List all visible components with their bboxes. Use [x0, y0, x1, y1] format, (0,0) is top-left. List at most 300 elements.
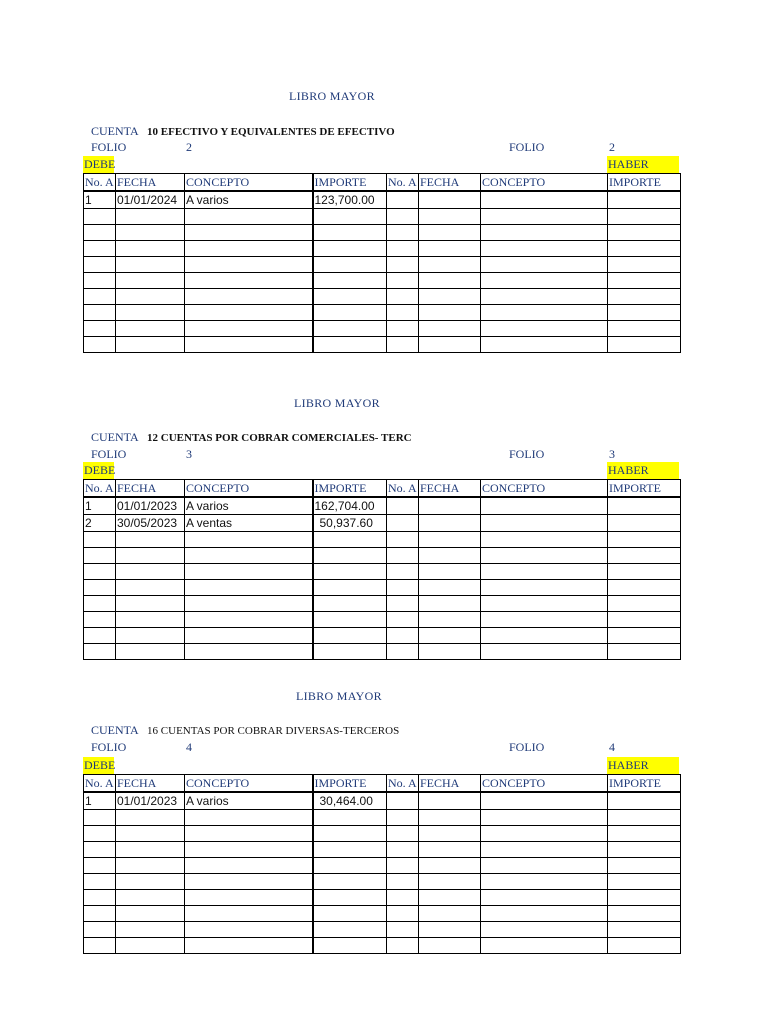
column-header: CONCEPTO — [185, 775, 313, 793]
column-header: FECHA — [116, 174, 185, 192]
table-cell: 30,464.00 — [313, 792, 387, 810]
table-cell — [481, 826, 608, 842]
table-cell — [185, 644, 313, 660]
table-cell — [84, 906, 116, 922]
table-row — [84, 938, 681, 954]
table-cell: 01/01/2024 — [116, 191, 185, 209]
table-cell — [84, 580, 116, 596]
table-cell — [313, 305, 387, 321]
table-cell — [608, 826, 681, 842]
table-cell — [116, 906, 185, 922]
column-header: FECHA — [116, 775, 185, 793]
table-cell — [116, 225, 185, 241]
table-cell — [84, 596, 116, 612]
table-cell — [387, 792, 419, 810]
table-cell — [419, 792, 481, 810]
column-header: No. A — [388, 481, 417, 495]
table-cell: 01/01/2023 — [116, 497, 185, 515]
account-row — [91, 124, 395, 139]
table-row — [84, 305, 681, 321]
table-cell — [419, 241, 481, 257]
table-cell — [419, 321, 481, 337]
table-cell — [185, 225, 313, 241]
table-cell — [313, 209, 387, 225]
debe-haber-band — [83, 462, 679, 479]
account-name: 12 CUENTAS POR COBRAR COMERCIALES- TERC — [147, 432, 412, 444]
table-cell — [419, 810, 481, 826]
table-cell — [116, 826, 185, 842]
table-cell — [419, 858, 481, 874]
table-cell — [116, 548, 185, 564]
table-cell — [608, 644, 681, 660]
account-name: 16 CUENTAS POR COBRAR DIVERSAS-TERCEROS — [147, 725, 400, 737]
table-cell — [313, 321, 387, 337]
folio-value-right: 3 — [609, 447, 615, 461]
table-cell — [185, 628, 313, 644]
table-cell — [387, 826, 419, 842]
table-cell — [387, 497, 419, 515]
table-cell — [84, 644, 116, 660]
table-cell — [84, 628, 116, 644]
table-cell — [185, 612, 313, 628]
cuenta-label: CUENTA — [91, 723, 139, 737]
table-cell — [419, 612, 481, 628]
table-row — [84, 532, 681, 548]
column-header: IMPORTE — [608, 174, 681, 192]
table-cell — [481, 612, 608, 628]
table-cell — [387, 858, 419, 874]
table-row — [84, 321, 681, 337]
column-header: IMPORTE — [608, 480, 681, 498]
table-row — [84, 890, 681, 906]
table-cell — [313, 548, 387, 564]
folio-label-right: FOLIO — [509, 740, 545, 754]
column-header: IMPORTE — [313, 775, 387, 793]
table-row — [84, 792, 681, 810]
table-cell — [116, 273, 185, 289]
table-cell — [387, 515, 419, 532]
table-cell — [185, 810, 313, 826]
table-cell — [116, 612, 185, 628]
table-cell — [481, 842, 608, 858]
table-cell — [608, 515, 681, 532]
table-cell — [313, 922, 387, 938]
table-row — [84, 810, 681, 826]
table-cell — [419, 938, 481, 954]
table-cell — [313, 858, 387, 874]
folio-value-left: 4 — [186, 740, 192, 754]
cuenta-label: CUENTA — [91, 124, 139, 138]
debe-haber-band — [83, 156, 679, 173]
table-cell — [481, 792, 608, 810]
table-cell — [116, 580, 185, 596]
table-cell — [608, 289, 681, 305]
table-cell — [608, 257, 681, 273]
table-cell: 1 — [84, 191, 116, 209]
table-cell — [481, 628, 608, 644]
table-cell — [481, 305, 608, 321]
table-cell: A varios — [185, 191, 313, 209]
table-cell — [387, 548, 419, 564]
table-cell — [185, 842, 313, 858]
table-cell — [313, 890, 387, 906]
table-cell: 123,700.00 — [313, 191, 387, 209]
table-cell — [419, 842, 481, 858]
table-cell — [116, 337, 185, 353]
table-cell — [387, 890, 419, 906]
table-cell — [84, 810, 116, 826]
table-cell: 2 — [84, 515, 116, 532]
table-cell — [481, 225, 608, 241]
ledger-table — [83, 479, 681, 660]
table-row — [84, 826, 681, 842]
debe-haber-band — [83, 757, 679, 774]
table-cell — [481, 564, 608, 580]
table-cell — [387, 874, 419, 890]
table-cell — [481, 596, 608, 612]
table-cell — [387, 628, 419, 644]
table-cell — [481, 938, 608, 954]
table-cell — [481, 874, 608, 890]
table-cell — [313, 289, 387, 305]
table-cell — [84, 257, 116, 273]
table-cell — [116, 938, 185, 954]
table-cell — [313, 273, 387, 289]
table-row — [84, 644, 681, 660]
table-cell — [481, 890, 608, 906]
table-cell — [387, 906, 419, 922]
table-cell — [387, 810, 419, 826]
table-cell — [185, 890, 313, 906]
table-cell — [84, 289, 116, 305]
table-cell — [313, 564, 387, 580]
table-cell — [608, 842, 681, 858]
table-cell — [185, 858, 313, 874]
table-row — [84, 257, 681, 273]
table-cell — [608, 596, 681, 612]
table-cell — [387, 644, 419, 660]
table-cell — [185, 209, 313, 225]
table-cell: 1 — [84, 792, 116, 810]
table-cell — [419, 580, 481, 596]
column-header: No. A — [85, 175, 114, 189]
debe-label: DEBE — [84, 758, 116, 772]
table-row — [84, 273, 681, 289]
table-cell — [84, 858, 116, 874]
table-cell — [84, 321, 116, 337]
table-cell — [481, 906, 608, 922]
table-cell — [185, 305, 313, 321]
table-cell — [481, 532, 608, 548]
folio-label-left: FOLIO — [91, 447, 127, 461]
table-row — [84, 842, 681, 858]
table-cell — [185, 532, 313, 548]
table-cell — [84, 548, 116, 564]
column-header: IMPORTE — [313, 174, 387, 192]
table-cell — [84, 938, 116, 954]
table-cell — [608, 792, 681, 810]
haber-label: HABER — [607, 462, 679, 479]
table-cell — [419, 826, 481, 842]
column-header: CONCEPTO — [481, 480, 608, 498]
account-row — [91, 723, 399, 738]
table-cell — [481, 273, 608, 289]
table-cell — [481, 289, 608, 305]
table-cell — [419, 191, 481, 209]
table-row — [84, 497, 681, 515]
table-row — [84, 225, 681, 241]
column-header: IMPORTE — [608, 775, 681, 793]
table-cell — [313, 337, 387, 353]
table-cell — [387, 922, 419, 938]
table-cell — [84, 922, 116, 938]
table-cell — [387, 564, 419, 580]
table-cell — [185, 257, 313, 273]
table-row — [84, 596, 681, 612]
table-cell — [608, 337, 681, 353]
table-cell — [481, 209, 608, 225]
table-cell — [608, 874, 681, 890]
column-header: FECHA — [419, 775, 481, 793]
folio-row — [91, 447, 679, 463]
table-cell — [387, 321, 419, 337]
table-cell — [116, 922, 185, 938]
table-cell — [116, 644, 185, 660]
column-header: No. A — [388, 175, 417, 189]
table-cell — [313, 842, 387, 858]
table-cell — [608, 858, 681, 874]
table-cell: 30/05/2023 — [116, 515, 185, 532]
folio-label-right: FOLIO — [509, 140, 545, 154]
folio-value-right: 2 — [609, 140, 615, 154]
table-cell — [84, 890, 116, 906]
table-cell — [608, 548, 681, 564]
table-cell — [313, 874, 387, 890]
table-row — [84, 612, 681, 628]
table-header-row — [84, 174, 681, 192]
table-cell — [84, 241, 116, 257]
column-header: IMPORTE — [313, 480, 387, 498]
table-cell — [185, 564, 313, 580]
table-cell — [185, 321, 313, 337]
table-cell — [185, 273, 313, 289]
table-cell — [419, 257, 481, 273]
table-row — [84, 906, 681, 922]
table-cell — [387, 305, 419, 321]
table-cell — [608, 241, 681, 257]
table-cell — [419, 548, 481, 564]
table-cell — [387, 337, 419, 353]
table-cell — [608, 305, 681, 321]
table-cell — [185, 337, 313, 353]
table-row — [84, 515, 681, 532]
table-cell — [84, 826, 116, 842]
haber-label: HABER — [607, 156, 679, 173]
table-cell — [84, 225, 116, 241]
column-header: CONCEPTO — [481, 174, 608, 192]
table-cell — [84, 209, 116, 225]
table-cell — [419, 890, 481, 906]
table-cell: A ventas — [185, 515, 313, 532]
table-cell — [387, 842, 419, 858]
table-cell — [313, 596, 387, 612]
table-cell — [313, 580, 387, 596]
table-cell — [419, 515, 481, 532]
table-cell — [387, 225, 419, 241]
folio-value-left: 2 — [186, 140, 192, 154]
table-cell — [116, 842, 185, 858]
table-row — [84, 209, 681, 225]
table-row — [84, 337, 681, 353]
table-cell — [84, 305, 116, 321]
table-cell — [419, 497, 481, 515]
table-cell — [608, 906, 681, 922]
folio-row — [91, 140, 679, 156]
table-cell: A varios — [185, 792, 313, 810]
table-cell — [419, 922, 481, 938]
table-cell — [481, 922, 608, 938]
table-cell — [608, 225, 681, 241]
table-cell — [116, 241, 185, 257]
account-name: 10 EFECTIVO Y EQUIVALENTES DE EFECTIVO — [147, 126, 395, 138]
table-cell — [419, 628, 481, 644]
table-cell: 01/01/2023 — [116, 792, 185, 810]
debe-label: DEBE — [84, 157, 116, 171]
table-cell — [185, 596, 313, 612]
table-cell — [387, 596, 419, 612]
table-cell — [419, 532, 481, 548]
table-cell — [481, 580, 608, 596]
table-cell — [313, 225, 387, 241]
table-cell — [387, 273, 419, 289]
table-cell — [481, 515, 608, 532]
table-cell — [84, 564, 116, 580]
table-cell — [116, 874, 185, 890]
table-row — [84, 564, 681, 580]
account-row — [91, 430, 412, 445]
table-cell — [185, 874, 313, 890]
folio-value-left: 3 — [186, 447, 192, 461]
table-row — [84, 191, 681, 209]
table-cell — [313, 532, 387, 548]
table-cell — [84, 337, 116, 353]
table-cell — [608, 532, 681, 548]
table-cell — [387, 209, 419, 225]
haber-label: HABER — [607, 757, 679, 774]
folio-value-right: 4 — [609, 740, 615, 754]
table-cell — [419, 289, 481, 305]
table-cell — [608, 273, 681, 289]
table-cell — [419, 906, 481, 922]
table-cell — [116, 257, 185, 273]
table-cell — [481, 644, 608, 660]
debe-label: DEBE — [84, 463, 116, 477]
table-cell — [608, 564, 681, 580]
table-cell — [116, 209, 185, 225]
table-cell: 162,704.00 — [313, 497, 387, 515]
table-cell — [481, 241, 608, 257]
table-cell — [387, 532, 419, 548]
table-cell — [387, 938, 419, 954]
table-cell — [84, 273, 116, 289]
table-cell — [116, 596, 185, 612]
table-cell — [608, 810, 681, 826]
table-cell — [313, 612, 387, 628]
table-cell — [419, 225, 481, 241]
folio-label-right: FOLIO — [509, 447, 545, 461]
table-cell — [481, 321, 608, 337]
table-row — [84, 548, 681, 564]
table-row — [84, 858, 681, 874]
table-cell — [116, 532, 185, 548]
table-cell — [116, 289, 185, 305]
table-cell — [608, 209, 681, 225]
table-row — [84, 628, 681, 644]
table-cell — [185, 289, 313, 305]
table-cell — [608, 890, 681, 906]
table-cell — [387, 191, 419, 209]
table-cell — [313, 644, 387, 660]
folio-label-left: FOLIO — [91, 740, 127, 754]
table-cell — [185, 938, 313, 954]
table-cell — [608, 938, 681, 954]
cuenta-label: CUENTA — [91, 430, 139, 444]
ledger-table — [83, 774, 681, 954]
table-cell: 50,937.60 — [313, 515, 387, 532]
table-cell — [419, 644, 481, 660]
ledger-title: LIBRO MAYOR — [296, 689, 382, 703]
table-row — [84, 922, 681, 938]
table-cell — [116, 858, 185, 874]
table-cell — [313, 628, 387, 644]
table-cell — [116, 564, 185, 580]
table-cell — [608, 628, 681, 644]
column-header: No. A — [388, 776, 417, 790]
table-cell — [387, 289, 419, 305]
ledger-title: LIBRO MAYOR — [294, 396, 380, 410]
table-cell — [481, 191, 608, 209]
table-cell — [481, 548, 608, 564]
table-cell — [419, 273, 481, 289]
table-cell — [185, 241, 313, 257]
folio-label-left: FOLIO — [91, 140, 127, 154]
table-cell — [116, 810, 185, 826]
table-cell — [481, 497, 608, 515]
table-cell — [185, 906, 313, 922]
table-row — [84, 874, 681, 890]
column-header: No. A — [85, 481, 114, 495]
table-cell — [387, 580, 419, 596]
table-cell — [387, 257, 419, 273]
table-cell — [116, 305, 185, 321]
table-cell — [313, 257, 387, 273]
table-cell — [185, 922, 313, 938]
table-cell — [185, 826, 313, 842]
column-header: CONCEPTO — [185, 480, 313, 498]
table-cell — [84, 842, 116, 858]
table-cell — [481, 337, 608, 353]
table-row — [84, 289, 681, 305]
table-cell — [481, 858, 608, 874]
table-cell — [419, 874, 481, 890]
table-cell: 1 — [84, 497, 116, 515]
column-header: CONCEPTO — [185, 174, 313, 192]
table-cell — [608, 612, 681, 628]
table-cell — [313, 938, 387, 954]
column-header: No. A — [85, 776, 114, 790]
column-header: CONCEPTO — [481, 775, 608, 793]
table-cell — [608, 497, 681, 515]
